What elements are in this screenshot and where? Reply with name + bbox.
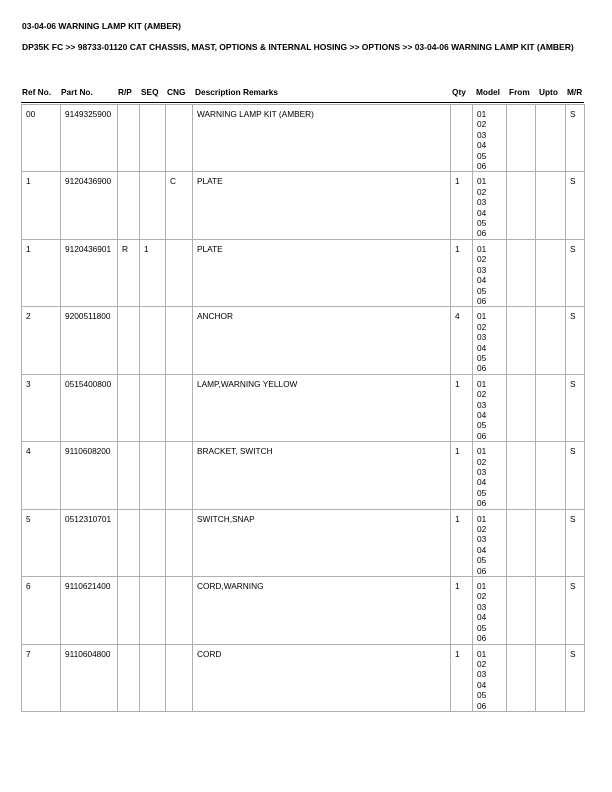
cell-rp [118,509,140,576]
cell-part-no: 9120436900 [61,172,118,239]
model-code: 01 [477,378,487,389]
model-code: 05 [477,555,487,566]
model-code: 06 [477,161,487,172]
cell-qty: 1 [451,577,473,644]
cell-seq [140,577,166,644]
model-code: 04 [477,207,487,218]
cell-rp [118,307,140,374]
cell-ref-no: 5 [22,509,61,576]
cell-model [473,442,507,509]
header-qty: Qty [452,87,466,97]
table-row [22,307,585,374]
model-code: 02 [477,321,487,332]
cell-ref-no: 1 [22,239,61,306]
model-code: 06 [477,430,487,441]
cell-from [507,307,536,374]
cell-upto [536,105,566,172]
cell-mr: S [566,239,585,306]
cell-rp [118,105,140,172]
cell-cng [166,239,193,306]
model-code: 01 [477,446,487,457]
header-upto: Upto [539,87,558,97]
model-code: 06 [477,498,487,509]
cell-seq [140,509,166,576]
cell-cng [166,374,193,441]
cell-ref-no: 00 [22,105,61,172]
cell-part-no: 9110608200 [61,442,118,509]
header-seq: SEQ [141,87,159,97]
header-cng: CNG [167,87,186,97]
cell-rp [118,644,140,711]
cell-description: SWITCH,SNAP [193,509,451,576]
cell-from [507,172,536,239]
cell-ref-no: 3 [22,374,61,441]
cell-ref-no: 7 [22,644,61,711]
model-code: 05 [477,352,487,363]
cell-mr: S [566,509,585,576]
model-code: 05 [477,420,487,431]
table-row [22,374,585,441]
cell-from [507,105,536,172]
cell-description: PLATE [193,172,451,239]
cell-rp [118,172,140,239]
cell-model [473,307,507,374]
model-code: 04 [477,409,487,420]
table-row [22,239,585,306]
cell-part-no: 0512310701 [61,509,118,576]
cell-cng [166,577,193,644]
cell-part-no: 9110604800 [61,644,118,711]
model-code: 03 [477,129,487,140]
model-code: 04 [477,140,487,151]
cell-rp: R [118,239,140,306]
cell-description: WARNING LAMP KIT (AMBER) [193,105,451,172]
cell-model [473,509,507,576]
model-code: 06 [477,565,487,576]
header-rp: R/P [118,87,132,97]
cell-ref-no: 6 [22,577,61,644]
model-code: 04 [477,342,487,353]
cell-qty: 1 [451,509,473,576]
cell-mr: S [566,374,585,441]
cell-upto [536,442,566,509]
cell-qty: 1 [451,172,473,239]
model-code: 04 [477,679,487,690]
model-code: 02 [477,591,487,602]
cell-cng: C [166,172,193,239]
cell-upto [536,509,566,576]
cell-seq [140,374,166,441]
table-row [22,509,585,576]
cell-seq [140,644,166,711]
breadcrumb: DP35K FC >> 98733-01120 CAT CHASSIS, MAST, OPTIONS & INTERNAL HOSING >> OPTIONS >> 03-04-06 WARNING LAMP KIT (AMBER) [22,42,574,52]
header-mr: M/R [567,87,583,97]
cell-mr: S [566,442,585,509]
cell-mr: S [566,307,585,374]
model-code: 03 [477,601,487,612]
header-model: Model [476,87,500,97]
parts-table [21,104,585,712]
model-code: 03 [477,534,487,545]
cell-model [473,172,507,239]
cell-rp [118,374,140,441]
model-code: 05 [477,622,487,633]
cell-upto [536,307,566,374]
page-title: 03-04-06 WARNING LAMP KIT (AMBER) [22,21,181,31]
cell-seq: 1 [140,239,166,306]
cell-model [473,577,507,644]
model-code: 02 [477,658,487,669]
cell-mr: S [566,105,585,172]
model-code: 05 [477,690,487,701]
model-code: 01 [477,513,487,524]
model-code: 06 [477,295,487,306]
header-ref-no: Ref No. [22,87,52,97]
cell-from [507,509,536,576]
cell-cng [166,509,193,576]
cell-upto [536,374,566,441]
model-code: 02 [477,389,487,400]
table-row [22,442,585,509]
cell-model [473,374,507,441]
cell-ref-no: 4 [22,442,61,509]
model-code: 06 [477,700,487,711]
cell-model [473,239,507,306]
cell-seq [140,172,166,239]
model-code: 03 [477,332,487,343]
model-code: 06 [477,363,487,374]
header-from: From [509,87,530,97]
cell-part-no: 9149325900 [61,105,118,172]
model-code: 05 [477,218,487,229]
cell-from [507,239,536,306]
model-code: 06 [477,228,487,239]
cell-ref-no: 2 [22,307,61,374]
model-code: 01 [477,648,487,659]
model-code: 03 [477,669,487,680]
header-divider [21,102,584,103]
cell-part-no: 0515400800 [61,374,118,441]
model-code: 05 [477,487,487,498]
cell-upto [536,577,566,644]
cell-description: PLATE [193,239,451,306]
cell-description: CORD [193,644,451,711]
header-description: Description Remarks [195,87,279,97]
cell-upto [536,644,566,711]
cell-seq [140,105,166,172]
model-code: 06 [477,633,487,644]
cell-part-no: 9110621400 [61,577,118,644]
cell-from [507,374,536,441]
cell-qty: 1 [451,239,473,306]
model-code: 05 [477,150,487,161]
model-code: 02 [477,254,487,265]
model-code: 02 [477,119,487,130]
model-code: 03 [477,197,487,208]
cell-cng [166,442,193,509]
cell-qty [451,105,473,172]
model-code: 02 [477,186,487,197]
model-code: 01 [477,581,487,592]
cell-cng [166,307,193,374]
model-code: 03 [477,399,487,410]
table-row [22,105,585,172]
model-code: 05 [477,285,487,296]
cell-model [473,105,507,172]
cell-cng [166,105,193,172]
model-code: 01 [477,311,487,322]
cell-part-no: 9200511800 [61,307,118,374]
cell-qty: 1 [451,374,473,441]
model-code: 03 [477,467,487,477]
cell-part-no: 9120436901 [61,239,118,306]
cell-seq [140,307,166,374]
cell-cng [166,644,193,711]
model-code: 01 [477,176,487,187]
model-code: 04 [477,275,487,286]
table-row [22,644,585,711]
cell-model [473,644,507,711]
model-code: 04 [477,612,487,623]
cell-rp [118,577,140,644]
table-row [22,172,585,239]
cell-mr: S [566,577,585,644]
cell-rp [118,442,140,509]
table-row [22,577,585,644]
cell-mr: S [566,644,585,711]
cell-qty: 1 [451,644,473,711]
model-code: 01 [477,243,487,254]
cell-mr: S [566,172,585,239]
cell-qty: 4 [451,307,473,374]
cell-from [507,644,536,711]
cell-description: CORD,WARNING [193,577,451,644]
model-code: 04 [477,477,487,488]
cell-description: BRACKET, SWITCH [193,442,451,509]
header-part-no: Part No. [61,87,93,97]
cell-seq [140,442,166,509]
model-code: 02 [477,524,487,535]
model-code: 01 [477,109,487,119]
cell-from [507,577,536,644]
cell-upto [536,172,566,239]
cell-from [507,442,536,509]
cell-description: LAMP,WARNING YELLOW [193,374,451,441]
model-code: 04 [477,544,487,555]
model-code: 02 [477,456,487,467]
cell-upto [536,239,566,306]
cell-ref-no: 1 [22,172,61,239]
cell-qty: 1 [451,442,473,509]
cell-description: ANCHOR [193,307,451,374]
model-code: 03 [477,264,487,275]
